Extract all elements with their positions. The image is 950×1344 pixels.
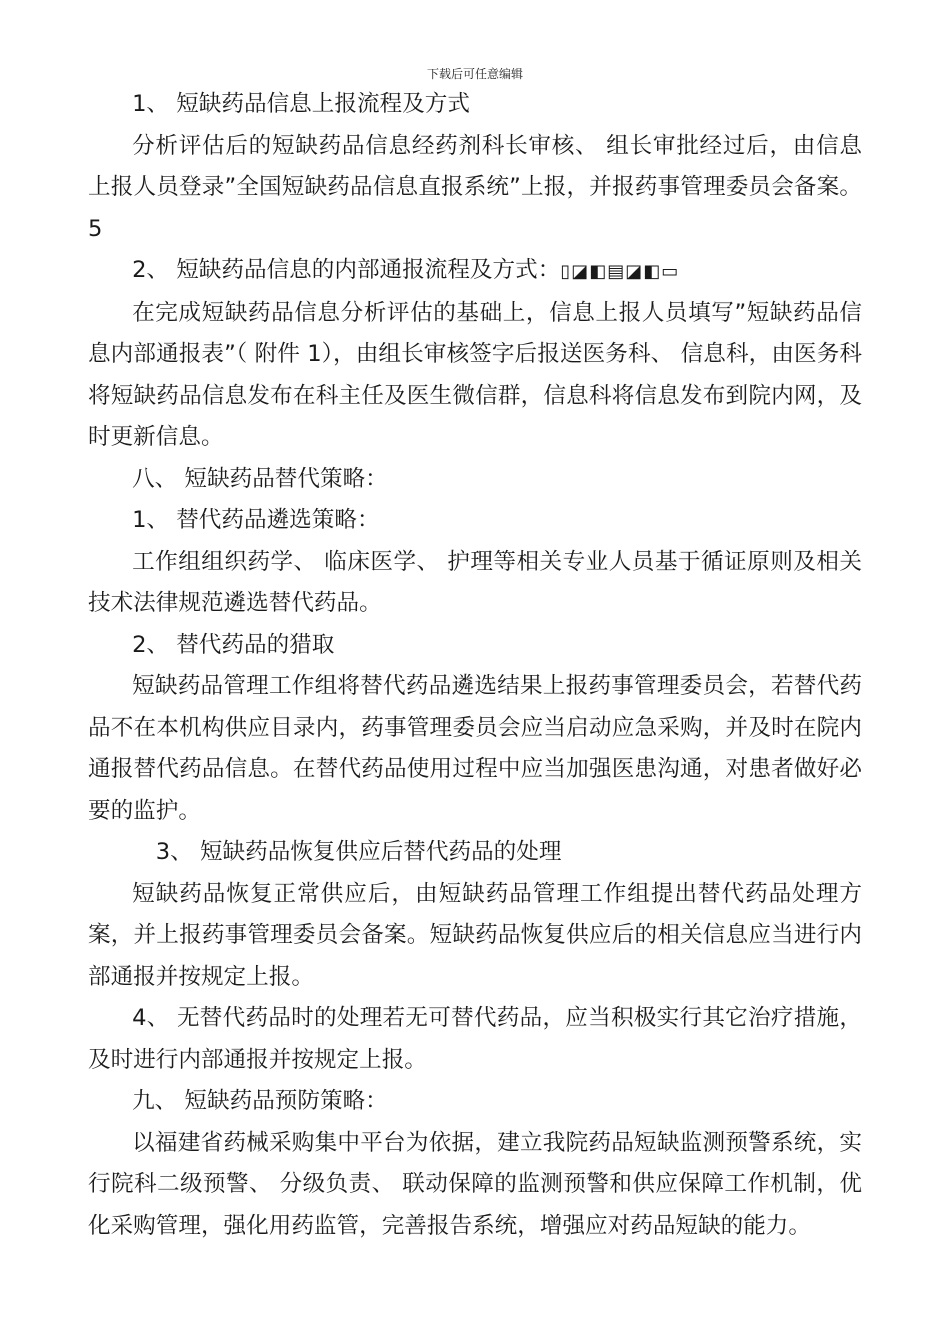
document-body	[88, 84, 862, 1247]
paragraph-report-process: 分析评估后的短缺药品信息经药剂科长审核、 组长审批经过后，由信息上报人员登录”全国短缺药品信息直报系统”上报，并报药事管理委员会备案。5	[88, 132, 862, 242]
heading-obtain-substitute: 2、 替代药品的猎取	[132, 631, 335, 658]
paragraph-selection-strategy: 工作组组织药学、 临床医学、 护理等相关专业人员基于循证原则及相关技术法律规范遴选替代药品。	[88, 548, 862, 616]
paragraph-after-recovery: 短缺药品恢复正常供应后，由短缺药品管理工作组提出替代药品处理方案，并上报药事管理委员会备案。短缺药品恢复供应后的相关信息应当进行内部通报并按规定上报。	[88, 880, 862, 990]
paragraph-internal-notice: 在完成短缺药品信息分析评估的基础上，信息上报人员填写”短缺药品信息内部通报表”（ 附件 1），由组长审核签字后报送医务科、 信息科，由医务科将短缺药品信息发布在科主任及医生微信群，信息科将信息发布到院内网，及时更新信息。	[88, 299, 862, 450]
page-header: 下载后可任意编辑	[426, 67, 523, 81]
paragraph-no-substitute: 4、 无替代药品时的处理若无可替代药品，应当积极实行其它治疗措施，及时进行内部通报并按规定上报。	[88, 1005, 862, 1073]
heading-report-process: 1、 短缺药品信息上报流程及方式	[132, 91, 470, 117]
heading-after-recovery: 3、 短缺药品恢复供应后替代药品的处理	[155, 839, 562, 865]
inline-symbols-icon: ▯◪◧▤◪◧▭	[560, 261, 680, 282]
heading-section-eight: 八、 短缺药品替代策略：	[132, 465, 388, 492]
heading-section-nine: 九、 短缺药品预防策略：	[132, 1088, 388, 1114]
paragraph-obtain-substitute: 短缺药品管理工作组将替代药品遴选结果上报药事管理委员会，若替代药品不在本机构供应目录内，药事管理委员会应当启动应急采购，并及时在院内通报替代药品信息。在替代药品使用过程中应当加强医患沟通，对患者做好必要的监护。	[88, 673, 862, 824]
paragraph-prevention: 以福建省药械采购集中平台为依据，建立我院药品短缺监测预警系统，实行院科二级预警、 分级负责、 联动保障的监测预警和供应保障工作机制，优化采购管理，强化用药监管，完善报告系统，增强应对药品短缺的能力。	[88, 1129, 862, 1239]
heading-internal-notice: 2、 短缺药品信息的内部通报流程及方式：▯◪◧▤◪◧▭	[132, 257, 680, 283]
heading-selection-strategy: 1、 替代药品遴选策略：	[132, 507, 380, 533]
